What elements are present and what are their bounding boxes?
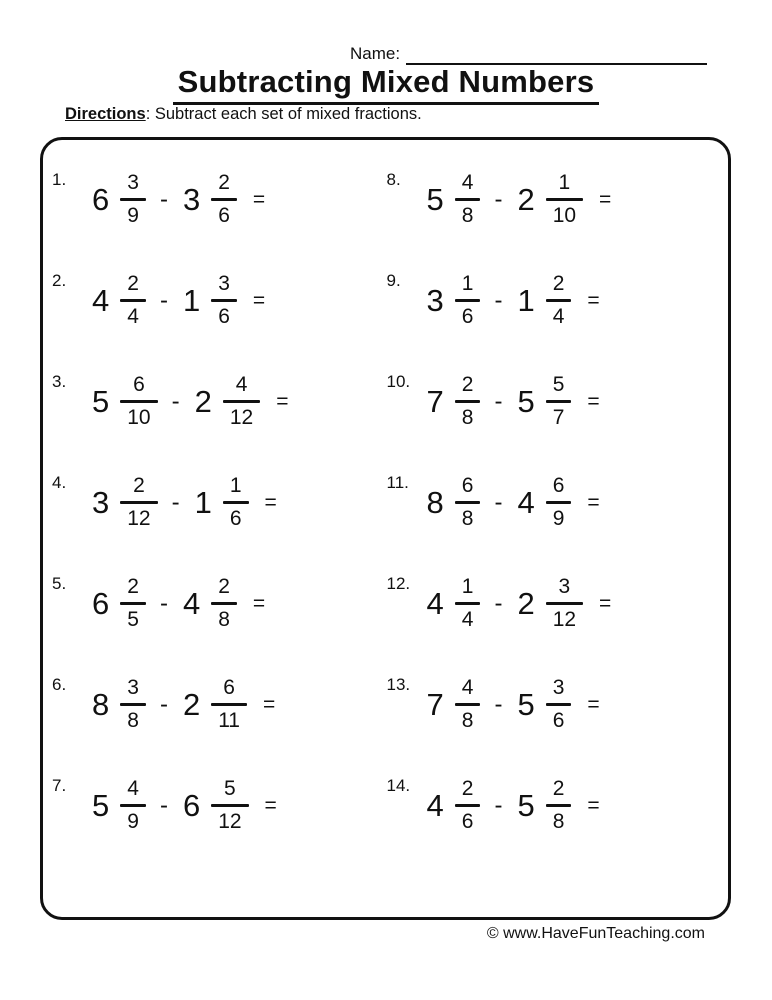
equals-sign: = xyxy=(252,187,266,211)
equals-sign: = xyxy=(252,288,266,312)
minuend-whole-number: 8 xyxy=(426,484,444,520)
minuend-whole-number: 4 xyxy=(426,585,444,621)
minus-sign: - xyxy=(494,791,503,819)
subtrahend-fraction xyxy=(546,272,572,328)
subtrahend-numerator: 3 xyxy=(552,676,565,700)
subtrahend-fraction xyxy=(546,373,572,429)
subtrahend-fraction xyxy=(546,575,583,631)
minuend-denominator: 4 xyxy=(127,305,139,328)
subtrahend-numerator: 1 xyxy=(558,171,571,195)
minus-sign: - xyxy=(494,286,503,314)
footer-credit: © www.HaveFunTeaching.com xyxy=(486,925,705,942)
problem-row xyxy=(52,250,386,351)
subtrahend-whole-number: 3 xyxy=(182,181,201,217)
minus-sign: - xyxy=(159,690,168,718)
problem-number: 4. xyxy=(52,473,67,492)
minuend-numerator: 2 xyxy=(127,575,139,599)
problem-number: 8. xyxy=(386,170,401,189)
minuend-fraction xyxy=(455,575,481,631)
subtrahend-numerator: 2 xyxy=(218,171,230,195)
minuend-denominator: 4 xyxy=(461,608,474,631)
minuend-numerator: 2 xyxy=(461,777,474,801)
subtrahend-denominator: 12 xyxy=(218,810,242,833)
subtrahend-whole-number: 2 xyxy=(517,181,535,217)
title-wrap xyxy=(0,64,772,105)
equals-sign: = xyxy=(587,490,600,514)
subtrahend-fraction xyxy=(211,777,248,833)
minuend-numerator: 6 xyxy=(461,474,474,498)
minuend-whole-number: 7 xyxy=(426,686,444,722)
problem-row xyxy=(52,452,386,553)
minuend-whole-number: 4 xyxy=(92,282,110,318)
problem-number: 1. xyxy=(52,170,67,189)
problem-number: 7. xyxy=(52,776,67,795)
equals-sign: = xyxy=(587,288,600,312)
minuend-whole-number: 6 xyxy=(92,585,110,621)
equals-sign: = xyxy=(599,187,612,211)
problem-row xyxy=(52,149,386,250)
subtrahend-denominator: 4 xyxy=(552,305,565,328)
minuend-whole-number: 8 xyxy=(92,686,110,722)
minus-sign: - xyxy=(494,690,503,718)
subtrahend-denominator: 7 xyxy=(552,406,565,429)
problem-row xyxy=(387,149,729,250)
subtrahend-fraction xyxy=(546,676,572,732)
equals-sign: = xyxy=(263,692,276,716)
subtrahend-whole-number: 1 xyxy=(182,282,201,318)
subtrahend-numerator: 3 xyxy=(558,575,571,599)
subtrahend-fraction xyxy=(546,777,572,833)
minuend-denominator: 8 xyxy=(461,406,474,429)
minus-sign: - xyxy=(159,185,168,213)
problem-row xyxy=(387,553,729,654)
problem-row xyxy=(387,755,729,856)
minuend-fraction xyxy=(120,676,146,732)
problem-number: 11. xyxy=(386,473,409,492)
subtrahend-whole-number: 2 xyxy=(194,383,212,419)
minuend-denominator: 12 xyxy=(127,507,151,530)
equals-sign: = xyxy=(599,591,612,615)
name-row xyxy=(350,44,707,65)
minuend-denominator: 9 xyxy=(127,204,139,227)
minuend-whole-number: 5 xyxy=(426,181,444,217)
equals-sign: = xyxy=(264,793,277,817)
minuend-fraction xyxy=(455,373,481,429)
minuend-fraction xyxy=(120,575,146,631)
minuend-whole-number: 3 xyxy=(92,484,110,520)
subtrahend-numerator: 2 xyxy=(552,272,565,296)
equals-sign: = xyxy=(587,389,600,413)
minus-sign: - xyxy=(171,488,180,516)
equals-sign: = xyxy=(252,591,266,615)
minuend-whole-number: 6 xyxy=(92,181,110,217)
subtrahend-whole-number: 1 xyxy=(194,484,212,520)
subtrahend-fraction xyxy=(211,171,237,227)
subtrahend-fraction xyxy=(211,575,237,631)
equals-sign: = xyxy=(264,490,277,514)
problem-row xyxy=(387,654,729,755)
problem-number: 12. xyxy=(386,574,411,593)
subtrahend-fraction xyxy=(211,676,247,732)
minuend-whole-number: 7 xyxy=(426,383,444,419)
minuend-numerator: 4 xyxy=(461,676,474,700)
directions xyxy=(65,105,422,124)
minuend-numerator: 2 xyxy=(461,373,474,397)
minuend-denominator: 6 xyxy=(461,305,474,328)
minus-sign: - xyxy=(494,589,503,617)
minuend-denominator: 9 xyxy=(127,810,139,833)
subtrahend-numerator: 5 xyxy=(224,777,236,801)
subtrahend-denominator: 9 xyxy=(552,507,565,530)
subtrahend-numerator: 5 xyxy=(552,373,565,397)
subtrahend-denominator: 11 xyxy=(218,709,240,732)
subtrahend-whole-number: 2 xyxy=(182,686,201,722)
problem-number: 5. xyxy=(52,574,67,593)
problem-row xyxy=(387,452,729,553)
subtrahend-whole-number: 2 xyxy=(517,585,535,621)
problems-column-left xyxy=(43,140,386,917)
minuend-whole-number: 4 xyxy=(426,787,444,823)
directions-text: : Subtract each set of mixed fractions. xyxy=(145,105,422,123)
minuend-numerator: 1 xyxy=(461,575,474,599)
minuend-numerator: 2 xyxy=(127,272,139,296)
problem-number: 9. xyxy=(386,271,401,290)
minuend-whole-number: 3 xyxy=(426,282,444,318)
minuend-numerator: 6 xyxy=(133,373,145,397)
minus-sign: - xyxy=(159,791,168,819)
subtrahend-whole-number: 5 xyxy=(517,383,535,419)
problem-row xyxy=(52,553,386,654)
name-blank-line xyxy=(406,47,707,65)
page-title: Subtracting Mixed Numbers xyxy=(173,64,600,105)
minuend-whole-number: 5 xyxy=(92,383,110,419)
minuend-fraction xyxy=(455,777,481,833)
minuend-fraction xyxy=(120,373,157,429)
subtrahend-denominator: 10 xyxy=(552,204,577,227)
minus-sign: - xyxy=(159,286,168,314)
equals-sign: = xyxy=(587,793,600,817)
minus-sign: - xyxy=(494,488,503,516)
name-label: Name: xyxy=(350,44,401,63)
minuend-denominator: 8 xyxy=(461,709,474,732)
problem-number: 3. xyxy=(52,372,67,391)
problem-number: 13. xyxy=(386,675,411,694)
minuend-denominator: 5 xyxy=(127,608,139,631)
minuend-fraction xyxy=(455,171,481,227)
subtrahend-numerator: 2 xyxy=(552,777,565,801)
subtrahend-whole-number: 4 xyxy=(517,484,535,520)
minuend-numerator: 1 xyxy=(461,272,474,296)
minuend-denominator: 8 xyxy=(127,709,139,732)
subtrahend-denominator: 12 xyxy=(229,406,254,429)
minuend-denominator: 8 xyxy=(461,204,474,227)
minuend-fraction xyxy=(120,272,146,328)
equals-sign: = xyxy=(587,692,600,716)
minuend-numerator: 3 xyxy=(127,676,139,700)
problem-number: 10. xyxy=(386,372,411,391)
problems-column-right xyxy=(386,140,729,917)
minus-sign: - xyxy=(171,387,180,415)
minuend-denominator: 10 xyxy=(127,406,151,429)
minuend-whole-number: 5 xyxy=(92,787,110,823)
subtrahend-fraction xyxy=(546,171,583,227)
subtrahend-denominator: 6 xyxy=(218,204,230,227)
subtrahend-denominator: 6 xyxy=(218,305,230,328)
subtrahend-fraction xyxy=(211,272,237,328)
subtrahend-fraction xyxy=(546,474,572,530)
subtrahend-numerator: 6 xyxy=(223,676,235,700)
subtrahend-whole-number: 5 xyxy=(517,787,535,823)
minus-sign: - xyxy=(494,185,503,213)
problem-row xyxy=(52,755,386,856)
problem-number: 6. xyxy=(52,675,67,694)
minuend-fraction xyxy=(455,474,481,530)
problem-row xyxy=(52,351,386,452)
subtrahend-denominator: 6 xyxy=(552,709,565,732)
subtrahend-numerator: 1 xyxy=(229,474,242,498)
subtrahend-fraction xyxy=(223,474,249,530)
minuend-denominator: 8 xyxy=(461,507,474,530)
subtrahend-denominator: 8 xyxy=(218,608,230,631)
minuend-fraction xyxy=(120,171,146,227)
minuend-fraction xyxy=(120,777,146,833)
subtrahend-whole-number: 4 xyxy=(182,585,201,621)
minus-sign: - xyxy=(494,387,503,415)
equals-sign: = xyxy=(276,389,289,413)
minus-sign: - xyxy=(159,589,168,617)
directions-label: Directions xyxy=(65,105,146,123)
subtrahend-whole-number: 1 xyxy=(517,282,535,318)
minuend-numerator: 3 xyxy=(127,171,139,195)
problem-row xyxy=(387,351,729,452)
problem-row xyxy=(52,654,386,755)
subtrahend-whole-number: 6 xyxy=(182,787,201,823)
minuend-denominator: 6 xyxy=(461,810,474,833)
problem-row xyxy=(387,250,729,351)
minuend-fraction xyxy=(120,474,157,530)
problems-box xyxy=(40,137,731,920)
subtrahend-whole-number: 5 xyxy=(517,686,535,722)
subtrahend-denominator: 6 xyxy=(229,507,242,530)
problem-number: 14. xyxy=(386,776,411,795)
minuend-numerator: 4 xyxy=(127,777,139,801)
minuend-fraction xyxy=(455,676,481,732)
subtrahend-numerator: 3 xyxy=(218,272,230,296)
subtrahend-numerator: 4 xyxy=(235,373,248,397)
minuend-numerator: 4 xyxy=(461,171,474,195)
subtrahend-numerator: 6 xyxy=(552,474,565,498)
subtrahend-fraction xyxy=(223,373,260,429)
subtrahend-numerator: 2 xyxy=(218,575,230,599)
subtrahend-denominator: 12 xyxy=(552,608,577,631)
subtrahend-denominator: 8 xyxy=(552,810,565,833)
minuend-numerator: 2 xyxy=(133,474,145,498)
problem-number: 2. xyxy=(52,271,67,290)
minuend-fraction xyxy=(455,272,481,328)
